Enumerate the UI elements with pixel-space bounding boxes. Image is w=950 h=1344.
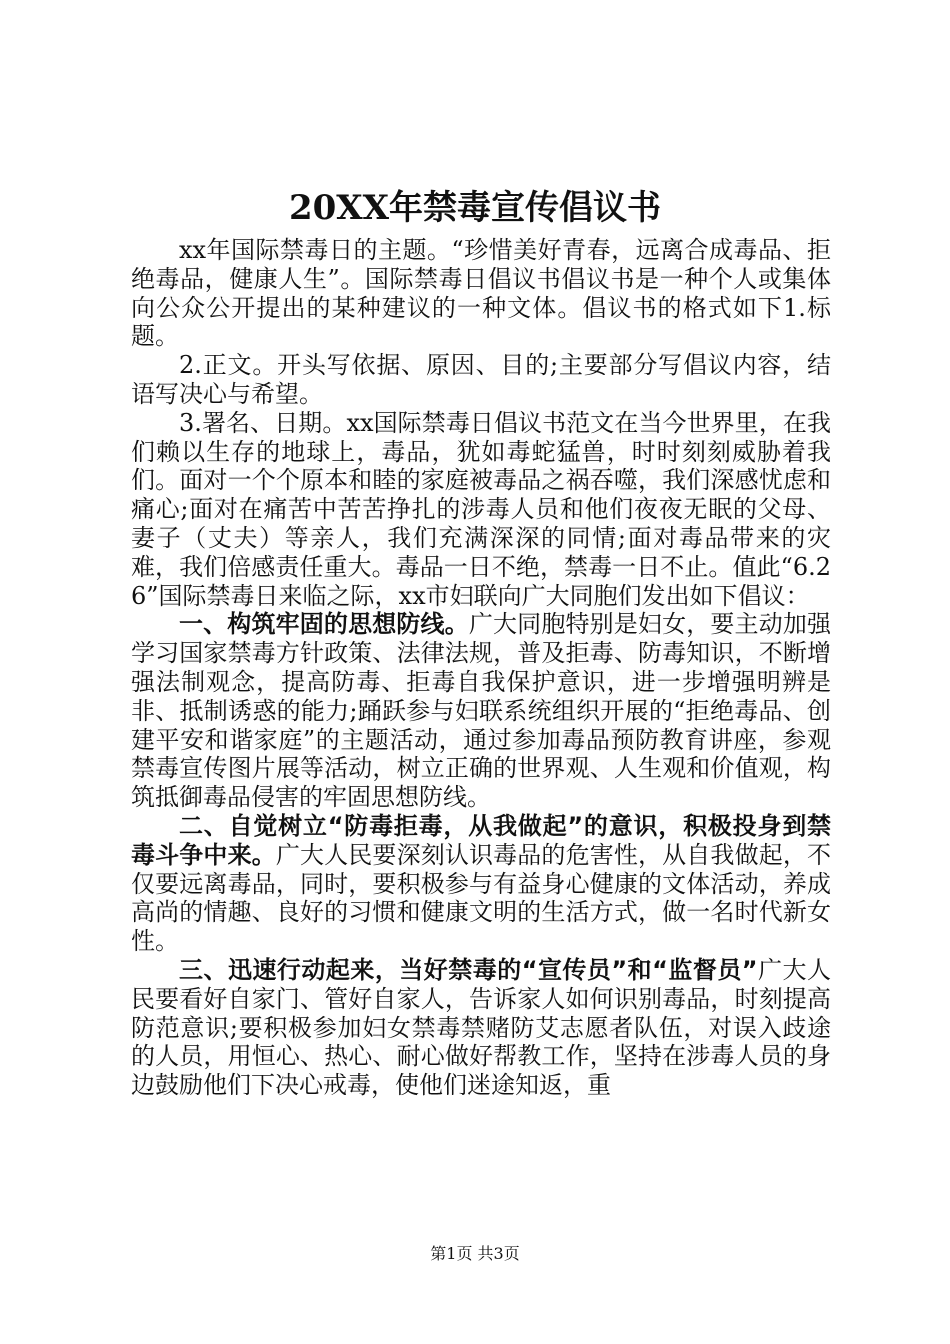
page-number-footer: 第1页 共3页 — [430, 1244, 520, 1263]
paragraph-text: 2.正文。开头写依据、原因、目的;主要部分写倡议内容，结语写决心与希望。 — [131, 351, 831, 408]
section-heading: 三、迅速行动起来，当好禁毒的“宣传员”和“监督员” — [179, 955, 758, 984]
paragraph-text: xx年国际禁毒日的主题。“珍惜美好青春，远离合成毒品、拒绝毒品，健康人生”。国际禁毒日倡议书倡议书是一种个人或集体向公众公开提出的某种建议的一种文体。倡议书的格式如下1.标题。 — [131, 236, 831, 351]
paragraph-text: 3.署名、日期。xx国际禁毒日倡议书范文在当今世界里，在我们赖以生存的地球上，毒品，犹如毒蛇猛兽，时时刻刻威胁着我们。面对一个个原本和睦的家庭被毒品之祸吞噬，我们深感忧虑和痛心;面对在痛苦中苦苦挣扎的涉毒人员和他们夜夜无眠的父母、妻子（丈夫）等亲人，我们充满深深的同情;面对毒品带来的灾难，我们倍感责任重大。毒品一日不绝，禁毒一日不止。值此“6.26”国际禁毒日来临之际，xx市妇联向广大同胞们发出如下倡议： — [131, 408, 831, 610]
paragraph-text: 广大人民要深刻认识毒品的危害性，从自我做起，不仅要远离毒品，同时，要积极参与有益身心健康的文体活动，养成高尚的情趣、良好的习惯和健康文明的生活方式，做一名时代新女性。 — [131, 840, 832, 956]
section-heading: 一、构筑牢固的思想防线。 — [179, 610, 469, 639]
paragraph-body-format — [131, 351, 831, 409]
paragraph-text: 广大同胞特别是妇女，要主动加强学习国家禁毒方针政策、法律法规，普及拒毒、防毒知识，不断增强法制观念，提高防毒、拒毒自我保护意识，进一步增强明辨是非、抵制诱惑的能力;踊跃参与妇联系统组织开展的“拒绝毒品、创建平安和谐家庭”的主题活动，通过参加毒品预防教育讲座，参观禁毒宣传图片展等活动，树立正确的世界观、人生观和价值观，构筑抵御毒品侵害的牢固思想防线。 — [131, 610, 832, 812]
paragraph-theme — [131, 236, 831, 351]
paragraph-proposal-1 — [131, 610, 831, 812]
paragraph-text: 广大人民要看好自家门、管好自家人，告诉家人如何识别毒品，时刻提高防范意识;要积极参加妇女禁毒禁赌防艾志愿者队伍，对误入歧途的人员，用恒心、热心、耐心做好帮教工作，坚持在涉毒人员的身边鼓励他们下决心戒毒，使他们迷途知返，重 — [131, 955, 832, 1100]
section-heading: 二、自觉树立“防毒拒毒，从我做起”的意识，积极投身到禁毒斗争中来。 — [131, 811, 831, 869]
document-title: 20XX年禁毒宣传倡议书 — [288, 188, 662, 228]
paragraph-proposal-2 — [131, 812, 831, 956]
paragraph-proposal-3 — [131, 956, 831, 1100]
paragraph-signature-intro — [131, 409, 831, 611]
document-body — [131, 236, 831, 1100]
